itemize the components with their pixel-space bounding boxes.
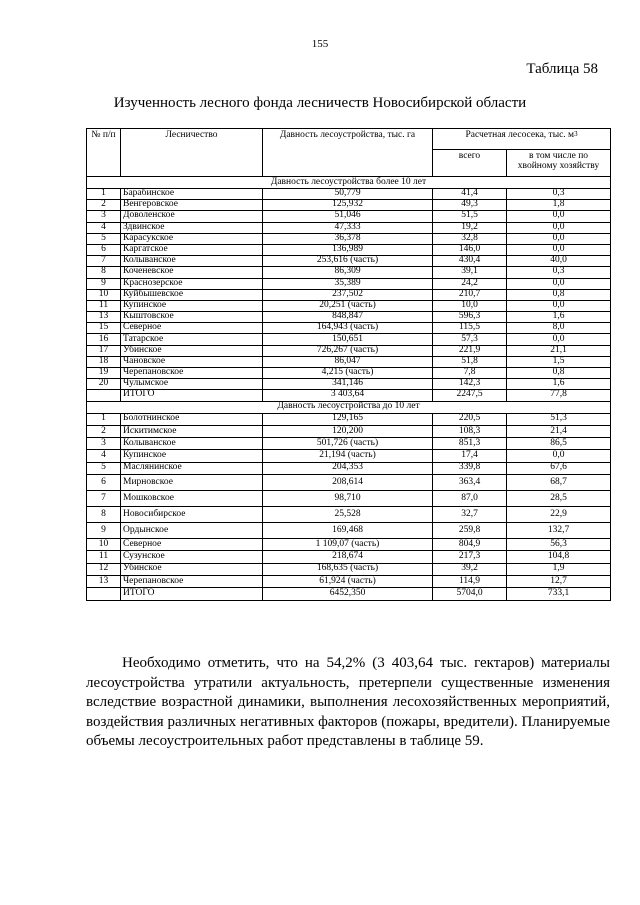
row-area: 47,333: [263, 222, 433, 233]
table-row: [87, 539, 611, 551]
row-area: 86,047: [263, 356, 433, 367]
table-row: [87, 438, 611, 450]
row-number: 9: [87, 278, 121, 289]
row-cutting-conifer: 86,5: [507, 438, 611, 450]
row-number: 10: [87, 539, 121, 551]
row-number: 20: [87, 379, 121, 390]
row-cutting-total: 7,8: [433, 368, 507, 379]
row-number: 5: [87, 233, 121, 244]
table-row: [87, 244, 611, 255]
total-row: [87, 390, 611, 401]
table-row: [87, 200, 611, 211]
row-cutting-total: 221,9: [433, 345, 507, 356]
row-area: 35,389: [263, 278, 433, 289]
row-area: 341,146: [263, 379, 433, 390]
row-number: 12: [87, 563, 121, 575]
row-forestry: Северное: [121, 539, 263, 551]
row-area: 726,267 (часть): [263, 345, 433, 356]
table-row: [87, 379, 611, 390]
row-forestry: Мирновское: [121, 475, 263, 491]
row-area: 120,200: [263, 425, 433, 437]
row-cutting-conifer: 68,7: [507, 475, 611, 491]
header-num: № п/п: [87, 129, 121, 177]
table-row: [87, 523, 611, 539]
row-cutting-conifer: 1,9: [507, 563, 611, 575]
row-cutting-total: 32,7: [433, 507, 507, 523]
row-cutting-conifer: 12,7: [507, 575, 611, 587]
row-area: 169,468: [263, 523, 433, 539]
row-area: 61,924 (часть): [263, 575, 433, 587]
row-cutting-conifer: 21,1: [507, 345, 611, 356]
row-cutting-total: 32,8: [433, 233, 507, 244]
table-row: [87, 425, 611, 437]
row-cutting-total: 217,3: [433, 551, 507, 563]
row-area: 86,309: [263, 267, 433, 278]
body-paragraph: [86, 654, 610, 752]
row-area: 98,710: [263, 491, 433, 507]
row-cutting-total: 851,3: [433, 438, 507, 450]
row-cutting-conifer: 0,0: [507, 233, 611, 244]
header-cutting: [433, 129, 611, 150]
row-number: 1: [87, 189, 121, 200]
row-forestry: Сузунское: [121, 551, 263, 563]
row-forestry: Северное: [121, 323, 263, 334]
row-number: 7: [87, 256, 121, 267]
forestry-table: [86, 128, 611, 601]
row-area: 208,614: [263, 475, 433, 491]
row-number: 4: [87, 222, 121, 233]
row-area: 129,165: [263, 413, 433, 425]
row-cutting-total: 108,3: [433, 425, 507, 437]
row-forestry: Чулымское: [121, 379, 263, 390]
row-number: 16: [87, 334, 121, 345]
group1-body: [87, 177, 611, 402]
row-cutting-conifer: 0,0: [507, 450, 611, 462]
table-row: [87, 575, 611, 587]
group2-title: Давность лесоустройства до 10 лет: [87, 401, 611, 413]
row-forestry: Ордынское: [121, 523, 263, 539]
row-number: 7: [87, 491, 121, 507]
row-cutting-conifer: 0,8: [507, 289, 611, 300]
table-row: [87, 300, 611, 311]
row-forestry: Убинское: [121, 563, 263, 575]
row-cutting-total: 146,0: [433, 244, 507, 255]
row-cutting-total: 363,4: [433, 475, 507, 491]
total-conifer: 77,8: [507, 390, 611, 401]
table-row: [87, 551, 611, 563]
row-area: 218,674: [263, 551, 433, 563]
table-row: [87, 267, 611, 278]
row-cutting-total: 39,1: [433, 267, 507, 278]
header-cutting-sup: 3: [574, 130, 578, 138]
total-row-blank: [87, 588, 121, 600]
row-cutting-total: 339,8: [433, 462, 507, 474]
row-cutting-conifer: 0,8: [507, 368, 611, 379]
row-forestry: Куйбышевское: [121, 289, 263, 300]
row-cutting-total: 51,5: [433, 211, 507, 222]
row-cutting-total: 220,5: [433, 413, 507, 425]
total-area: 6452,350: [263, 588, 433, 600]
table-row: [87, 222, 611, 233]
row-number: 2: [87, 425, 121, 437]
row-forestry: Маслянинское: [121, 462, 263, 474]
row-number: 11: [87, 300, 121, 311]
row-cutting-conifer: 1,5: [507, 356, 611, 367]
row-cutting-conifer: 1,6: [507, 312, 611, 323]
row-cutting-total: 10,0: [433, 300, 507, 311]
header-prescription: Давность лесоустройства, тыс. га: [263, 129, 433, 177]
table-row: [87, 563, 611, 575]
row-number: 15: [87, 323, 121, 334]
row-cutting-total: 430,4: [433, 256, 507, 267]
row-number: 6: [87, 244, 121, 255]
row-number: 19: [87, 368, 121, 379]
row-area: 36,378: [263, 233, 433, 244]
table-row: [87, 256, 611, 267]
table-row: [87, 233, 611, 244]
row-cutting-total: 24,2: [433, 278, 507, 289]
row-area: 204,353: [263, 462, 433, 474]
row-area: 4,215 (часть): [263, 368, 433, 379]
row-area: 125,932: [263, 200, 433, 211]
table-row: [87, 356, 611, 367]
group1-title: Давность лесоустройства более 10 лет: [87, 177, 611, 189]
row-cutting-total: 142,3: [433, 379, 507, 390]
row-area: 253,616 (часть): [263, 256, 433, 267]
row-cutting-conifer: 0,0: [507, 300, 611, 311]
row-forestry: Кыштовское: [121, 312, 263, 323]
row-forestry: Барабинское: [121, 189, 263, 200]
total-label: ИТОГО: [121, 390, 263, 401]
table-row: [87, 189, 611, 200]
table-row: [87, 345, 611, 356]
row-number: 3: [87, 438, 121, 450]
row-number: 8: [87, 507, 121, 523]
row-cutting-total: 51,8: [433, 356, 507, 367]
row-area: 848,847: [263, 312, 433, 323]
row-forestry: Колыванское: [121, 256, 263, 267]
row-number: 5: [87, 462, 121, 474]
row-number: 2: [87, 200, 121, 211]
row-cutting-conifer: 0,3: [507, 267, 611, 278]
table-row: [87, 462, 611, 474]
table-row: [87, 278, 611, 289]
header-forestry: Лесничество: [121, 129, 263, 177]
row-cutting-conifer: 1,8: [507, 200, 611, 211]
row-area: 50,779: [263, 189, 433, 200]
header-cutting-text: Расчетная лесосека, тыс. м: [465, 130, 575, 140]
table-row: [87, 475, 611, 491]
row-forestry: Венгеровское: [121, 200, 263, 211]
row-forestry: Доволенское: [121, 211, 263, 222]
row-cutting-conifer: 56,3: [507, 539, 611, 551]
row-number: 13: [87, 312, 121, 323]
row-cutting-total: 19,2: [433, 222, 507, 233]
row-forestry: Купинское: [121, 450, 263, 462]
row-cutting-total: 41,4: [433, 189, 507, 200]
row-cutting-conifer: 0,0: [507, 244, 611, 255]
row-cutting-total: 596,3: [433, 312, 507, 323]
table-row: [87, 334, 611, 345]
row-number: 13: [87, 575, 121, 587]
row-area: 164,943 (часть): [263, 323, 433, 334]
total-area: 3 403,64: [263, 390, 433, 401]
table-label: Таблица 58: [526, 61, 598, 77]
paragraph-text: Необходимо отметить, что на 54,2% (3 403,64 тыс. гектаров) материалы лесоустройства утратили актуальность, претерпели существенные изменения вследствие возрастной динамики, выполнения лесохозяйственных мероприятий, воздействия различных негативных факторов (пожары, вредители). Планируемые объемы лесоустроительных работ представлены в таблице 59.: [86, 655, 610, 749]
row-cutting-conifer: 51,3: [507, 413, 611, 425]
row-area: 168,635 (часть): [263, 563, 433, 575]
row-forestry: Болотнинское: [121, 413, 263, 425]
row-cutting-total: 39,2: [433, 563, 507, 575]
row-cutting-total: 804,9: [433, 539, 507, 551]
row-forestry: Краснозерское: [121, 278, 263, 289]
row-forestry: Черепановское: [121, 368, 263, 379]
row-area: 150,651: [263, 334, 433, 345]
row-cutting-conifer: 0,0: [507, 278, 611, 289]
row-area: 21,194 (часть): [263, 450, 433, 462]
row-forestry: Здвинское: [121, 222, 263, 233]
row-number: 6: [87, 475, 121, 491]
row-cutting-total: 114,9: [433, 575, 507, 587]
row-cutting-conifer: 1,6: [507, 379, 611, 390]
row-forestry: Черепановское: [121, 575, 263, 587]
total-label: ИТОГО: [121, 588, 263, 600]
row-forestry: Колыванское: [121, 438, 263, 450]
group2-body: [87, 401, 611, 600]
row-number: 10: [87, 289, 121, 300]
table-row: [87, 368, 611, 379]
row-cutting-conifer: 40,0: [507, 256, 611, 267]
row-cutting-conifer: 104,8: [507, 551, 611, 563]
row-cutting-conifer: 21,4: [507, 425, 611, 437]
row-number: 3: [87, 211, 121, 222]
row-cutting-total: 115,5: [433, 323, 507, 334]
row-cutting-conifer: 0,0: [507, 222, 611, 233]
row-forestry: Татарское: [121, 334, 263, 345]
header-conifer: в том числе по хвойному хозяйству: [507, 150, 611, 177]
row-number: 4: [87, 450, 121, 462]
table-row: [87, 413, 611, 425]
row-area: 1 109,07 (часть): [263, 539, 433, 551]
total-row-blank: [87, 390, 121, 401]
total-row: [87, 588, 611, 600]
row-forestry: Купинское: [121, 300, 263, 311]
row-forestry: Новосибирское: [121, 507, 263, 523]
row-forestry: Мошковское: [121, 491, 263, 507]
row-area: 136,989: [263, 244, 433, 255]
table-row: [87, 289, 611, 300]
row-number: 11: [87, 551, 121, 563]
total-cutting: 5704,0: [433, 588, 507, 600]
row-cutting-total: 57,3: [433, 334, 507, 345]
row-area: 20,251 (часть): [263, 300, 433, 311]
row-cutting-total: 259,8: [433, 523, 507, 539]
row-forestry: Искитимское: [121, 425, 263, 437]
row-cutting-conifer: 28,5: [507, 491, 611, 507]
row-cutting-conifer: 67,6: [507, 462, 611, 474]
row-cutting-total: 17,4: [433, 450, 507, 462]
row-area: 237,502: [263, 289, 433, 300]
total-cutting: 2247,5: [433, 390, 507, 401]
row-cutting-conifer: 0,0: [507, 211, 611, 222]
row-cutting-total: 210,7: [433, 289, 507, 300]
row-cutting-total: 87,0: [433, 491, 507, 507]
row-forestry: Карасукское: [121, 233, 263, 244]
row-cutting-conifer: 0,3: [507, 189, 611, 200]
header-total: всего: [433, 150, 507, 177]
row-number: 1: [87, 413, 121, 425]
row-cutting-conifer: 22,9: [507, 507, 611, 523]
row-cutting-conifer: 0,0: [507, 334, 611, 345]
row-area: 501,726 (часть): [263, 438, 433, 450]
row-cutting-conifer: 8,0: [507, 323, 611, 334]
row-cutting-conifer: 132,7: [507, 523, 611, 539]
table-row: [87, 323, 611, 334]
table-row: [87, 450, 611, 462]
row-cutting-total: 49,3: [433, 200, 507, 211]
row-number: 8: [87, 267, 121, 278]
table-row: [87, 211, 611, 222]
row-forestry: Коченевское: [121, 267, 263, 278]
row-forestry: Чановское: [121, 356, 263, 367]
row-forestry: Каргатское: [121, 244, 263, 255]
table-header: [87, 129, 611, 177]
row-area: 25,528: [263, 507, 433, 523]
row-number: 18: [87, 356, 121, 367]
row-forestry: Убинское: [121, 345, 263, 356]
row-area: 51,046: [263, 211, 433, 222]
document-title: Изученность лесного фонда лесничеств Новосибирской области: [113, 95, 527, 111]
total-conifer: 733,1: [507, 588, 611, 600]
row-number: 9: [87, 523, 121, 539]
row-number: 17: [87, 345, 121, 356]
table-row: [87, 507, 611, 523]
table-row: [87, 491, 611, 507]
page-number: 155: [311, 38, 329, 50]
